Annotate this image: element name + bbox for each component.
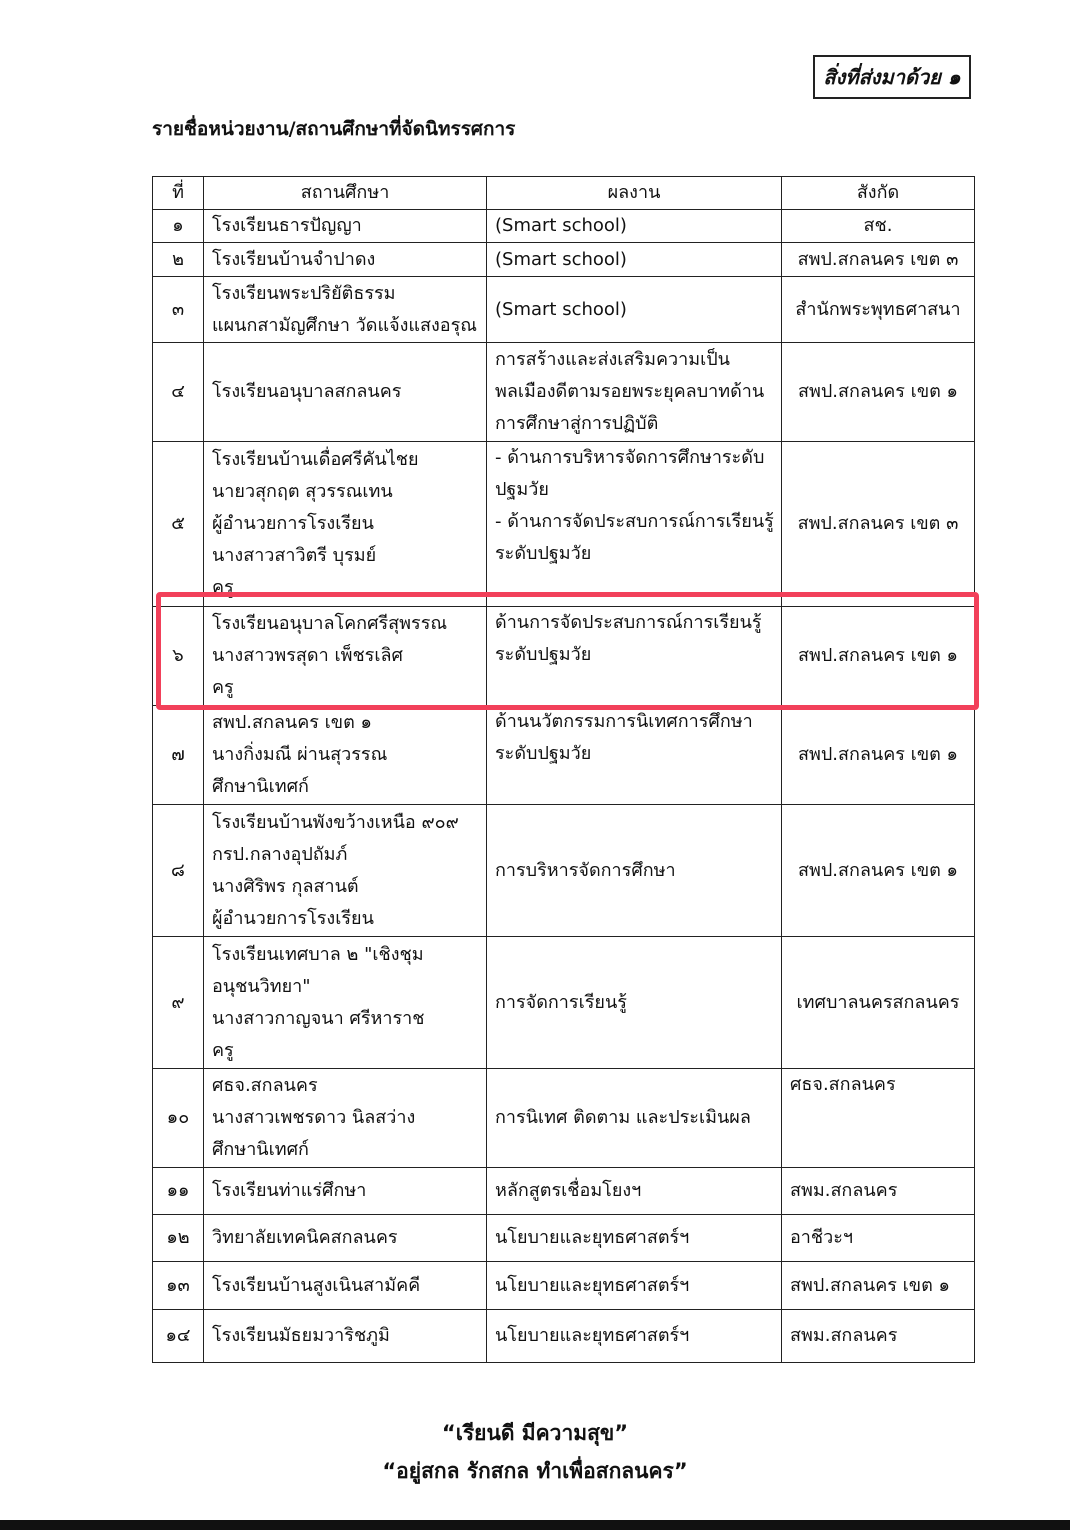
work-line: ระดับปฐมวัย <box>495 543 592 564</box>
school-cell <box>204 607 487 706</box>
table-row <box>153 937 975 1069</box>
school-line: นางศิริพร กุลสานต์ <box>212 875 359 897</box>
school-cell <box>204 1069 487 1168</box>
table-row <box>153 1215 975 1262</box>
row-number: ๑๒ <box>153 1215 204 1262</box>
work-cell <box>487 243 782 277</box>
row-number: ๑๔ <box>153 1310 204 1363</box>
school-line: แผนกสามัญศึกษา วัดแจ้งแสงอรุณ <box>212 314 477 336</box>
affiliation-cell: สพม.สกลนคร <box>782 1168 975 1215</box>
school-line: ผู้อำนวยการโรงเรียน <box>212 513 374 534</box>
work-cell <box>487 343 782 442</box>
school-line: โรงเรียนบ้านจำปาดง <box>212 248 376 270</box>
affiliation-cell: เทศบาลนครสกลนคร <box>782 937 975 1069</box>
school-line: อนุชนวิทยา" <box>212 975 311 997</box>
work-cell <box>487 277 782 343</box>
table-row <box>153 210 975 243</box>
work-line: (Smart school) <box>495 215 627 236</box>
row-number: ๑๓ <box>153 1262 204 1310</box>
row-number: ๑ <box>153 210 204 243</box>
table-row <box>153 1262 975 1310</box>
affiliation-cell: สพป.สกลนคร เขต ๑ <box>782 343 975 442</box>
affiliation-cell: สพป.สกลนคร เขต ๑ <box>782 805 975 937</box>
school-line: นางสาวเพชรดาว นิลสว่าง <box>212 1107 416 1128</box>
school-line: ศธจ.สกลนคร <box>212 1075 318 1096</box>
school-line: กรป.กลางอุปถัมภ์ <box>212 843 348 865</box>
school-line: ผู้อำนวยการโรงเรียน <box>212 907 374 929</box>
work-cell <box>487 442 782 607</box>
affiliation-cell: สพป.สกลนคร เขต ๑ <box>782 706 975 805</box>
school-cell <box>204 805 487 937</box>
work-line: นโยบายและยุทธศาสตร์ฯ <box>495 1274 690 1296</box>
work-line: ระดับปฐมวัย <box>495 743 592 764</box>
work-line: การสร้างและส่งเสริมความเป็น <box>495 349 730 370</box>
row-number: ๔ <box>153 343 204 442</box>
school-line: โรงเรียนเทศบาล ๒ "เชิงชุม <box>212 943 424 965</box>
work-line: ปฐมวัย <box>495 479 549 500</box>
work-cell <box>487 805 782 937</box>
exhibition-table <box>152 176 975 1363</box>
school-line: โรงเรียนธารปัญญา <box>212 215 362 236</box>
table-row <box>153 1069 975 1168</box>
table-row <box>153 277 975 343</box>
table-row <box>153 1310 975 1363</box>
affiliation-cell: อาชีวะฯ <box>782 1215 975 1262</box>
table-row <box>153 442 975 607</box>
table-row <box>153 607 975 706</box>
work-cell <box>487 706 782 805</box>
work-line: การบริหารจัดการศึกษา <box>495 859 676 881</box>
school-line: ครู <box>212 577 234 598</box>
work-line: การนิเทศ ติดตาม และประเมินผล <box>495 1107 751 1128</box>
school-line: สพป.สกลนคร เขต ๑ <box>212 712 372 733</box>
row-number: ๘ <box>153 805 204 937</box>
header-no: ที่ <box>153 177 204 210</box>
row-number: ๙ <box>153 937 204 1069</box>
school-cell <box>204 1215 487 1262</box>
footer-slogan-2: “อยู่สกล รักสกล ทำเพื่อสกลนคร” <box>382 1459 688 1483</box>
work-cell <box>487 607 782 706</box>
table-row <box>153 706 975 805</box>
row-number: ๓ <box>153 277 204 343</box>
attachment-label: สิ่งที่ส่งมาด้วย ๑ <box>813 55 971 99</box>
footer-slogan-1: “เรียนดี มีความสุข” <box>441 1421 629 1445</box>
school-cell <box>204 210 487 243</box>
school-cell <box>204 706 487 805</box>
school-cell <box>204 937 487 1069</box>
table-header-row <box>153 177 975 210</box>
row-number: ๑๑ <box>153 1168 204 1215</box>
work-line: หลักสูตรเชื่อมโยงฯ <box>495 1180 642 1201</box>
affiliation-cell: สำนักพระพุทธศาสนา <box>782 277 975 343</box>
header-work: ผลงาน <box>487 177 782 210</box>
school-cell <box>204 1262 487 1310</box>
work-cell <box>487 1215 782 1262</box>
work-line: นโยบายและยุทธศาสตร์ฯ <box>495 1325 690 1346</box>
row-number: ๗ <box>153 706 204 805</box>
school-line: โรงเรียนบ้านพังขว้างเหนือ ๙๐๙ <box>212 811 459 833</box>
school-line: โรงเรียนอนุบาลสกลนคร <box>212 381 402 402</box>
work-line: (Smart school) <box>495 248 627 270</box>
school-line: โรงเรียนบ้านสูงเนินสามัคคี <box>212 1274 421 1296</box>
school-line: โรงเรียนบ้านเดื่อศรีคันไชย <box>212 449 419 470</box>
work-cell <box>487 1069 782 1168</box>
affiliation-cell: สพป.สกลนคร เขต ๑ <box>782 607 975 706</box>
affiliation-cell: สพป.สกลนคร เขต ๓ <box>782 243 975 277</box>
school-cell <box>204 1168 487 1215</box>
school-line: ครู <box>212 677 234 698</box>
row-number: ๕ <box>153 442 204 607</box>
row-number: ๒ <box>153 243 204 277</box>
school-line: ศึกษานิเทศก์ <box>212 776 309 797</box>
work-cell <box>487 210 782 243</box>
school-cell <box>204 243 487 277</box>
header-affiliation: สังกัด <box>782 177 975 210</box>
work-line: - ด้านการบริหารจัดการศึกษาระดับ <box>495 447 765 468</box>
school-line: นางสาวพรสุดา เพ็ชรเลิศ <box>212 645 403 666</box>
work-line: การศึกษาสู่การปฏิบัติ <box>495 413 659 434</box>
row-number: ๖ <box>153 607 204 706</box>
table-row <box>153 343 975 442</box>
work-line: นโยบายและยุทธศาสตร์ฯ <box>495 1227 690 1248</box>
affiliation-cell: สพป.สกลนคร เขต ๑ <box>782 1262 975 1310</box>
document-title: รายชื่อหน่วยงาน/สถานศึกษาที่จัดนิทรรศการ <box>152 118 516 140</box>
affiliation-cell: สพป.สกลนคร เขต ๓ <box>782 442 975 607</box>
school-line: โรงเรียนพระปริยัติธรรม <box>212 282 396 304</box>
work-cell <box>487 937 782 1069</box>
school-line: นางกิ่งมณี ผ่านสุวรรณ <box>212 744 388 765</box>
work-line: (Smart school) <box>495 298 627 320</box>
school-cell <box>204 442 487 607</box>
school-line: นางสาวกาญจนา ศรีหาราช <box>212 1007 425 1029</box>
work-cell <box>487 1168 782 1215</box>
header-school: สถานศึกษา <box>204 177 487 210</box>
affiliation-cell: สช. <box>782 210 975 243</box>
school-cell <box>204 1310 487 1363</box>
work-cell <box>487 1310 782 1363</box>
table-row <box>153 243 975 277</box>
school-line: นางสาวสาวิตรี บุรมย์ <box>212 545 377 566</box>
school-line: โรงเรียนอนุบาลโคกศรีสุพรรณ <box>212 613 448 634</box>
bottom-edge <box>0 1520 1070 1530</box>
row-number: ๑๐ <box>153 1069 204 1168</box>
table-row <box>153 805 975 937</box>
work-line: ด้านการจัดประสบการณ์การเรียนรู้ <box>495 612 762 633</box>
school-cell <box>204 343 487 442</box>
school-line: โรงเรียนท่าแร่ศึกษา <box>212 1180 367 1201</box>
table-row <box>153 1168 975 1215</box>
affiliation-cell: สพม.สกลนคร <box>782 1310 975 1363</box>
work-cell <box>487 1262 782 1310</box>
school-line: นายวสุกฤต สุวรรณเทน <box>212 481 393 502</box>
school-line: ศึกษานิเทศก์ <box>212 1139 309 1160</box>
school-cell <box>204 277 487 343</box>
school-line: วิทยาลัยเทคนิคสกลนคร <box>212 1227 398 1248</box>
work-line: พลเมืองดีตามรอยพระยุคลบาทด้าน <box>495 381 765 402</box>
work-line: การจัดการเรียนรู้ <box>495 991 627 1013</box>
work-line: - ด้านการจัดประสบการณ์การเรียนรู้ <box>495 511 774 532</box>
affiliation-cell: ศธจ.สกลนคร <box>782 1069 975 1168</box>
school-line: โรงเรียนมัธยมวาริชภูมิ <box>212 1325 390 1346</box>
school-line: ครู <box>212 1039 234 1061</box>
work-line: ระดับปฐมวัย <box>495 644 592 665</box>
work-line: ด้านนวัตกรรมการนิเทศการศึกษา <box>495 711 753 732</box>
